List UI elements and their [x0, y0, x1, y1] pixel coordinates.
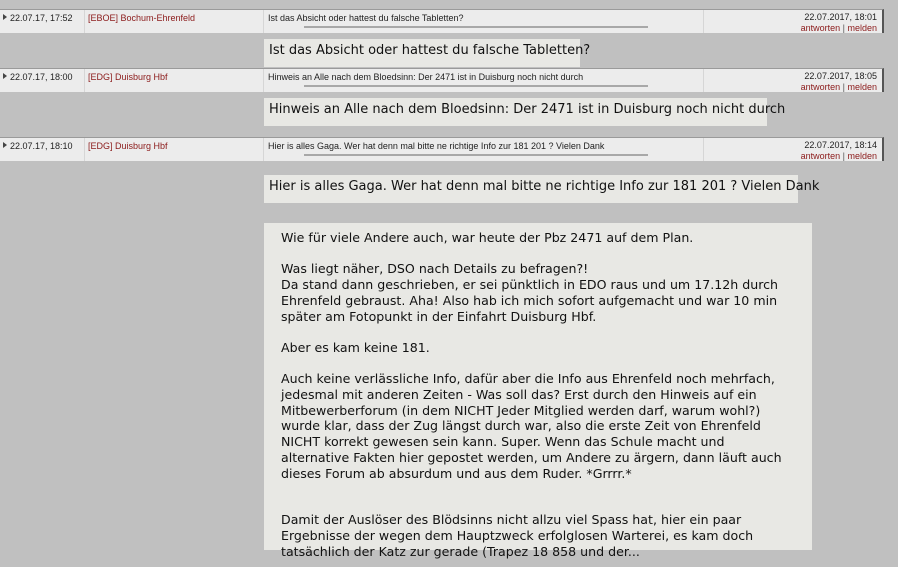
message-snippet: Ist das Absicht oder hattest du falsche Tabletten? — [264, 39, 580, 67]
thread-timestamp: 22.07.2017, 18:01 — [804, 12, 877, 22]
post-paragraph: Damit der Auslöser des Blödsinns nicht allzu viel Spass hat, hier ein paar Ergebnisse der wegen dem Hauptzweck erfolglosen Warterei, es kam doch tatsächlich der Katz zur gerade (Trapez 18 858 und der... — [281, 512, 754, 559]
thread-subject-text[interactable]: Hinweis an Alle nach dem Bloedsinn: Der 2471 ist in Duisburg noch nicht durch — [268, 72, 584, 82]
subject-underline — [304, 154, 648, 156]
expand-triangle-icon[interactable] — [3, 142, 7, 148]
separator: | — [842, 23, 845, 33]
thread-user[interactable]: [EDG] Duisburg Hbf — [85, 138, 264, 161]
thread-subject[interactable] — [264, 138, 704, 161]
thread-date-text: 22.07.17, 18:00 — [10, 72, 73, 82]
message-snippet: Hier is alles Gaga. Wer hat denn mal bitte ne richtige Info zur 181 201 ? Vielen Dank — [264, 175, 798, 203]
thread-row[interactable] — [0, 9, 884, 33]
thread-timestamp: 22.07.2017, 18:05 — [804, 71, 877, 81]
reply-link[interactable]: antworten — [800, 82, 841, 92]
thread-timestamp: 22.07.2017, 18:14 — [804, 140, 877, 150]
post-paragraph: Wie für viele Andere auch, war heute der Pbz 2471 auf dem Plan. — [281, 230, 694, 245]
expand-triangle-icon[interactable] — [3, 14, 7, 20]
report-link[interactable]: melden — [847, 151, 877, 161]
subject-underline — [304, 85, 648, 87]
report-link[interactable]: melden — [847, 23, 877, 33]
thread-user[interactable]: [EBOE] Bochum-Ehrenfeld — [85, 10, 264, 33]
separator: | — [842, 151, 845, 161]
thread-row[interactable] — [0, 137, 884, 161]
reply-link[interactable]: antworten — [800, 23, 841, 33]
thread-date-text: 22.07.17, 18:10 — [10, 141, 73, 151]
expand-triangle-icon[interactable] — [3, 73, 7, 79]
thread-actions — [704, 138, 882, 161]
thread-date — [0, 69, 85, 92]
reply-link[interactable]: antworten — [800, 151, 841, 161]
post-body — [264, 223, 812, 559]
separator: | — [842, 82, 845, 92]
thread-date — [0, 10, 85, 33]
report-link[interactable]: melden — [847, 82, 877, 92]
post-paragraph: Aber es kam keine 181. — [281, 339, 430, 355]
thread-subject[interactable] — [264, 69, 704, 92]
thread-date — [0, 138, 85, 161]
post-paragraph: Was liegt näher, DSO nach Details zu befragen?! Da stand dann geschrieben, er sei pünktlich in EDO raus und um 17.12h durch Ehrenfeld gebraust. Aha! Also hab ich mich sofort aufgemacht und war 10 min später am Fotopunkt in der Einfahrt Duisburg Hbf. — [281, 261, 779, 324]
thread-subject-text[interactable]: Ist das Absicht oder hattest du falsche Tabletten? — [268, 13, 464, 23]
thread-row[interactable] — [0, 68, 884, 92]
thread-subject-text[interactable]: Hier is alles Gaga. Wer hat denn mal bitte ne richtige Info zur 181 201 ? Vielen Dank — [268, 141, 605, 151]
thread-user[interactable]: [EDG] Duisburg Hbf — [85, 69, 264, 92]
subject-underline — [304, 26, 648, 28]
thread-actions — [704, 69, 882, 92]
thread-actions — [704, 10, 882, 33]
post-paragraph: Auch keine verlässliche Info, dafür aber die Info aus Ehrenfeld noch mehrfach, jedesmal mit anderen Zeiten - Was soll das? Erst durch den Hinweis auf ein Mitbewerberforum (in dem NICHT Jeder Mitglied werden darf, warum wohl?) wurde klar, dass der Zug längst durch war, also die erste Zeit von Ehrenfeld NICHT korrekt gewesen sein kann. Super. Wenn das Schule macht und alternative Fakten hier gepostet werden, um Andere zu ärgern, dann läuft auch dieses Forum ab absurdum und aus dem Ruder. *Grrrr.* — [281, 371, 782, 481]
thread-date-text: 22.07.17, 17:52 — [10, 13, 73, 23]
message-snippet: Hinweis an Alle nach dem Bloedsinn: Der 2471 ist in Duisburg noch nicht durch — [264, 98, 767, 126]
thread-subject[interactable] — [264, 10, 704, 33]
